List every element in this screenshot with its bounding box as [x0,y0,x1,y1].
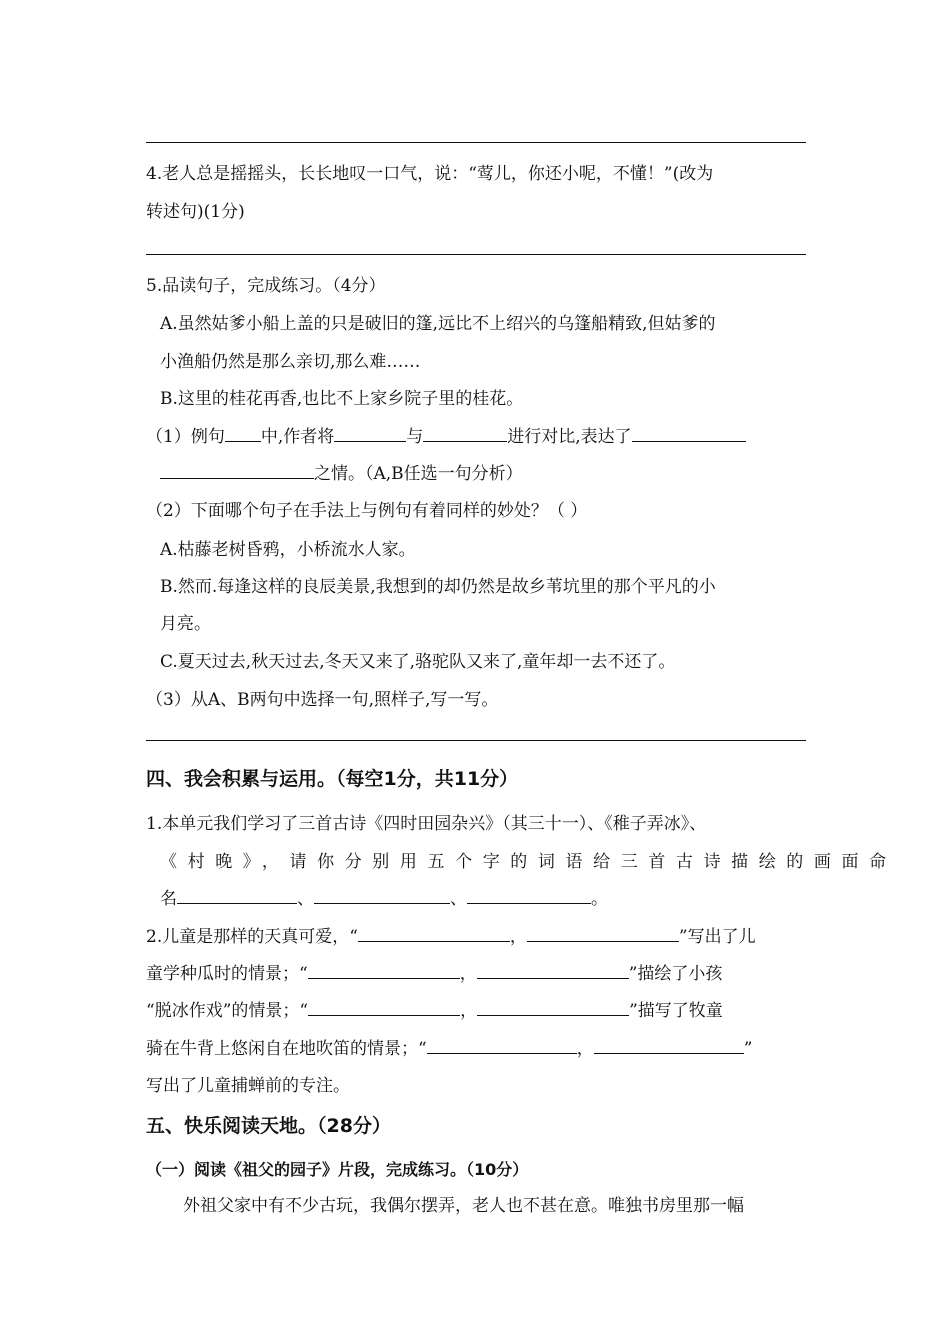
q5-part1-text-d: 进行对比,表达了 [507,427,632,447]
q5-part1-text-e: 之情。（A,B任选一句分析） [314,464,523,484]
answer-blank[interactable] [160,460,314,479]
separator: 、 [450,889,467,909]
q5-sentence-a-line1: A.虽然姑爹小船上盖的只是破旧的篷,远比不上绍兴的乌篷船精致,但姑爹的 [160,314,716,334]
sec4-q2-line3 [146,996,723,1021]
answer-blank[interactable] [477,960,629,979]
sec4-q1-line1: 1.本单元我们学习了三首古诗《四时田园杂兴》（其三十一）、《稚子弄冰》、 [146,814,707,834]
q5-sentence-a-line2: 小渔船仍然是那么亲切,那么难…… [160,352,421,372]
q5-part1-text-c: 与 [406,427,424,447]
q5-option-b-line2: 月亮。 [160,614,211,634]
sec4-q2-line5: 写出了儿童捕蝉前的专注。 [146,1076,350,1096]
sec4-q1-line3 [160,884,608,909]
answer-blank[interactable] [358,923,510,942]
q5-sentence-b: B.这里的桂花再香,也比不上家乡院子里的桂花。 [160,389,524,409]
q5-option-c: C.夏天过去,秋天过去,冬天又来了,骆驼队又来了,童年却一去不还了。 [160,652,676,672]
answer-line [146,740,806,741]
q5-part1-line2 [160,459,523,484]
comma: ， [509,927,527,947]
q4-line1: 4.老人总是摇摇头，长长地叹一口气，说：“莺儿，你还小呢，不懂！”(改为 [146,164,714,184]
sec4-q2-text-g: 骑在牛背上悠闲自在地吹笛的情景；“ [146,1039,427,1059]
answer-blank[interactable] [594,1035,744,1054]
answer-blank[interactable] [477,997,629,1016]
answer-line [146,142,806,143]
answer-blank[interactable] [427,1035,577,1054]
answer-blank[interactable] [177,885,297,904]
q5-part3: （3）从A、B两句中选择一句,照样子,写一写。 [146,690,499,710]
sec4-q2-line2 [146,959,722,984]
sec4-q2-text-c: 童学种瓜时的情景；“ [146,964,308,984]
q4-line2: 转述句)(1分) [146,202,245,222]
sec4-q2-line1 [146,922,756,947]
q5-part1-text-a: （1）例句 [146,427,225,447]
q5-title: 5.品读句子，完成练习。（4分） [146,276,386,296]
section4-heading: 四、我会积累与运用。（每空1分，共11分） [146,768,519,790]
q5-part1-text-b: 中,作者将 [260,427,335,447]
q5-option-a: A.枯藤老树昏鸦，小桥流水人家。 [160,540,416,560]
sec4-q1-text: 名 [160,889,177,909]
q5-option-b-line1: B.然而.每逢这样的良辰美景,我想到的却仍然是故乡苇坑里的那个平凡的小 [160,577,716,597]
answer-blank[interactable] [467,885,591,904]
answer-blank[interactable] [308,960,460,979]
answer-blank[interactable] [314,885,450,904]
comma: ， [459,964,477,984]
sec4-q2-text-d: ”描绘了小孩 [628,964,723,984]
answer-blank[interactable] [632,423,746,442]
answer-line [146,254,806,255]
reading-paragraph: 外祖父家中有不少古玩，我偶尔摆弄，老人也不甚在意。唯独书房里那一幅 [183,1196,744,1216]
comma: ， [576,1039,594,1059]
comma: ， [460,1001,478,1021]
sec4-q2-line4 [146,1034,752,1059]
sec4-q2-text-e: “脱冰作戏”的情景；“ [146,1001,309,1021]
period: 。 [591,889,608,909]
answer-blank[interactable] [334,423,406,442]
sec4-q2-text-h: ” [743,1039,753,1059]
q5-part1-line1 [146,422,746,447]
answer-blank[interactable] [527,923,679,942]
sec4-q2-text-b: ”写出了儿 [678,927,756,947]
answer-blank[interactable] [308,997,460,1016]
sec4-q2-text-a: 2.儿童是那样的天真可爱，“ [146,927,358,947]
section5-subheading: （一）阅读《祖父的园子》片段，完成练习。（10分） [146,1160,529,1179]
section5-heading: 五、快乐阅读天地。（28分） [146,1115,391,1137]
sec4-q2-text-f: ”描写了牧童 [629,1001,723,1021]
answer-blank[interactable] [225,423,261,442]
answer-blank[interactable] [423,423,507,442]
sec4-q1-line2: 《村晚》，请你分别用五个字的词语给三首古诗描绘的画面命 [160,852,897,872]
q5-part2: （2）下面哪个句子在手法上与例句有着同样的妙处？（ ） [146,501,588,521]
separator: 、 [297,889,314,909]
